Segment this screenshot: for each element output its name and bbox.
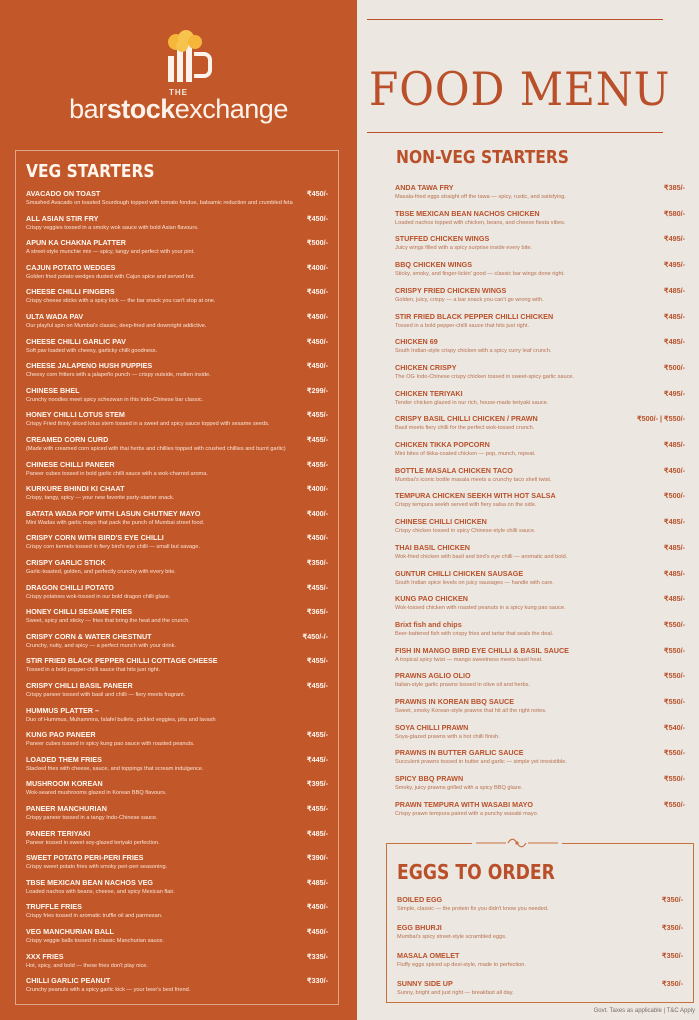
menu-item-description: Hot, spicy, and bold — these fries don't play nice. <box>26 962 148 969</box>
menu-item-description: Crispy cheese sticks with a spicy kick — the bar snack you can't stop at one. <box>26 298 216 305</box>
eggs-title: EGGS TO ORDER <box>397 860 555 884</box>
menu-item <box>395 723 685 740</box>
menu-item-name: SPICY BBQ PRAWN <box>395 774 464 784</box>
menu-item-name: CHILLI GARLIC PEANUT <box>26 976 111 986</box>
menu-item-price: ₹450/-/- <box>302 631 328 641</box>
menu-item-description: Paneer cubes tossed in spicy kung pao sauce with roasted peanuts. <box>26 741 195 748</box>
menu-item-description: Crispy paneer tossed with basil and chilli — fiery meets fragrant. <box>26 692 186 698</box>
menu-item-description: Fluffy eggs spiced up desi-style, made to perfection. <box>397 962 526 968</box>
menu-item-name: SWEET POTATO PERI-PERI FRIES <box>26 853 144 863</box>
menu-item-name: GUNTUR CHILLI CHICKEN SAUSAGE <box>395 568 524 578</box>
menu-item-name: CRISPY CORN & WATER CHESTNUT <box>26 631 152 641</box>
menu-item-price: ₹455/- <box>307 730 328 740</box>
menu-item <box>26 238 328 255</box>
menu-item-description: Mumbai's iconic bottle masala meets a crunchy taco shell twist. <box>395 476 552 483</box>
menu-item-price: ₹495/- <box>664 260 685 270</box>
menu-item-name: CHICKEN TERIYAKI <box>395 388 463 398</box>
menu-item-description: The OG Indo-Chinese crispy chicken tossed in sweet-spicy garlic sauce. <box>395 373 575 380</box>
menu-item <box>26 509 328 526</box>
menu-item <box>26 312 328 329</box>
menu-item-price: ₹455/- <box>307 582 328 592</box>
menu-item-description: (Made with creamed corn spiced with thai herbs and chillies topped with crushed chillies and burnt garlic) <box>26 446 286 452</box>
menu-item-price: ₹455/- <box>307 681 328 690</box>
menu-item-name: TBSE MEXICAN BEAN NACHOS CHICKEN <box>395 208 540 218</box>
menu-item-name: CRISPY CORN WITH BIRD'S EYE CHILLI <box>26 533 164 543</box>
menu-item-description: Crispy fries tossed in aromatic truffle oil and parmesan. <box>26 913 163 920</box>
menu-item-name: PRAWNS AGLIO OLIO <box>395 671 471 681</box>
menu-item-description: Crispy potatoes wok-tossed in our bold dragon chilli glaze. <box>26 593 171 600</box>
menu-item-description: Crispy veggie balls tossed in classic Manchurian sauce. <box>26 938 165 944</box>
menu-item-name: BATATA WADA POP WITH LASUN CHUTNEY MAYO <box>26 508 201 518</box>
menu-item-price: ₹450/- <box>307 533 328 543</box>
menu-item-name: TEMPURA CHICKEN SEEKH WITH HOT SALSA <box>395 491 556 501</box>
menu-item-description: Succulent prawns tossed in butter and garlic — simple yet irresistible. <box>395 759 567 766</box>
menu-item-name: APUN KA CHAKNA PLATTER <box>26 238 126 248</box>
right-panel <box>357 0 699 1020</box>
menu-item-price: ₹550/- <box>664 774 685 784</box>
menu-item-price: ₹450/- <box>307 213 328 223</box>
menu-item-description: Crunchy, nutty, and spicy — a perfect munch with your drink. <box>26 642 176 649</box>
menu-item <box>26 976 328 993</box>
menu-item-price: ₹450/- <box>307 361 328 371</box>
menu-item-name: SUNNY SIDE UP <box>397 979 453 988</box>
menu-item <box>397 979 683 996</box>
menu-item-description: Cheesy corn fritters with a jalapeño punch — crispy outside, molten inside. <box>26 372 211 379</box>
menu-item <box>395 569 685 586</box>
menu-item <box>26 804 328 821</box>
beer-mug-logo-icon <box>164 30 214 86</box>
menu-item-name: Brixt fish and chips <box>395 619 462 629</box>
menu-item-description: Crispy chicken tossed in spicy Chinese-style chilli sauce. <box>395 528 536 535</box>
menu-item-price: ₹350/- <box>307 558 328 567</box>
menu-item-description: Paneer cubes tossed in bold garlic chilli sauce with a wok-charred aroma. <box>26 470 208 477</box>
logo-wordmark: barstockexchange <box>69 94 288 124</box>
menu-item-price: ₹330/- <box>307 976 328 986</box>
menu-item-description: Italian-style garlic prawns tossed in olive oil and herbs. <box>395 682 530 689</box>
menu-item <box>395 389 685 406</box>
menu-item-price: ₹495/- <box>664 388 685 398</box>
menu-item-price: ₹485/- <box>664 440 685 449</box>
menu-item-name: SOYA CHILLI PRAWN <box>395 722 469 732</box>
menu-item-description: Crispy veggies tossed in a smoky wok sauce with bold Asian flavours. <box>26 224 199 231</box>
menu-item <box>395 286 685 303</box>
menu-item <box>395 363 685 380</box>
menu-item-name: CHINESE BHEL <box>26 385 80 395</box>
menu-item-price: ₹550/- <box>664 671 685 681</box>
menu-item-name: KUNG PAO PANEER <box>26 730 96 740</box>
menu-item <box>395 440 685 457</box>
menu-item-description: Basil meets fiery chilli for the perfect wok-tossed crunch. <box>395 425 535 432</box>
menu-item <box>397 951 683 968</box>
menu-item-name: CHICKEN TIKKA POPCORN <box>395 440 490 449</box>
menu-item-price: ₹455/- <box>307 804 328 813</box>
menu-item-description: Our playful spin on Mumbai's classic, deep-fried and downright addictive. <box>26 323 207 329</box>
menu-item-description: Mumbai's spicy street-style scrambled eggs. <box>397 934 507 940</box>
menu-item-description: Wok-tossed chicken with roasted peanuts in a spicy kung pao sauce. <box>395 605 566 612</box>
menu-item-description: Golden fried potato wedges dusted with Cajun spice and served hot. <box>26 273 196 280</box>
menu-item-name: CRISPY FRIED CHICKEN WINGS <box>395 285 507 295</box>
menu-item-description: Tender chicken glazed in our rich, house-made teriyaki sauce. <box>395 399 549 406</box>
menu-item-description: Wok-seared mushrooms glazed in Korean BBQ flavours. <box>26 790 167 797</box>
menu-item <box>395 646 685 663</box>
menu-item <box>395 466 685 483</box>
menu-item-name: STIR FRIED BLACK PEPPER CHILLI CHICKEN <box>395 311 554 321</box>
menu-item-name: KURKURE BHINDI KI CHAAT <box>26 484 125 494</box>
menu-item <box>26 558 328 575</box>
menu-item-price: ₹485/- <box>664 285 685 295</box>
menu-item <box>26 779 328 796</box>
menu-item-description: Crispy prawn tempura paired with a punchy wasabi mayo. <box>395 810 539 817</box>
menu-item-price: ₹455/- <box>307 656 328 666</box>
menu-item-description: Simple, classic — the protein fix you didn't know you needed. <box>397 906 549 912</box>
menu-item-name: ALL ASIAN STIR FRY <box>26 213 99 223</box>
menu-item <box>26 533 328 550</box>
menu-item-price: ₹485/- <box>664 542 685 552</box>
menu-item-description: Crunchy peanuts with a spicy garlic kick — your beer's best friend. <box>26 987 191 994</box>
menu-item-name: CRISPY GARLIC STICK <box>26 558 106 567</box>
menu-item <box>26 755 328 772</box>
menu-item-description: Sunny, bright and just right — breakfast all day. <box>397 990 514 996</box>
menu-item-name: VEG MANCHURIAN BALL <box>26 927 114 936</box>
menu-item <box>26 853 328 870</box>
menu-item-name: DRAGON CHILLI POTATO <box>26 582 114 592</box>
menu-item-description: Soft pav loaded with cheesy, garlicky chilli goodness. <box>26 347 158 354</box>
menu-item <box>395 183 685 200</box>
menu-item-price: ₹400/- <box>307 262 328 272</box>
menu-item-description: Crunchy noodles meet spicy schezwan in this Indo-Chinese bar classic. <box>26 396 204 403</box>
menu-item-name: CRISPY BASIL CHILLI CHICKEN / PRAWN <box>395 414 538 424</box>
menu-item-name: PRAWNS IN KOREAN BBQ SAUCE <box>395 697 515 706</box>
menu-item <box>395 594 685 611</box>
menu-item-name: CHICKEN 69 <box>395 337 438 347</box>
menu-item <box>26 410 328 427</box>
menu-item-price: ₹485/- <box>664 337 685 347</box>
menu-item-description: Soya-glazed prawns with a hot chilli finish. <box>395 733 500 740</box>
menu-item-name: STUFFED CHICKEN WINGS <box>395 234 490 244</box>
menu-item <box>26 952 328 969</box>
menu-item-name: STIR FRIED BLACK PEPPER CHILLI COTTAGE CHEESE <box>26 656 218 666</box>
eggs-section <box>386 843 694 1003</box>
menu-item <box>395 697 685 714</box>
menu-item-price: ₹450/- <box>307 927 328 936</box>
menu-item-price: ₹550/- <box>664 697 685 706</box>
menu-item-price: ₹395/- <box>307 779 328 789</box>
menu-item-description: Golden, juicy, crispy — a bar snack you can't go wrong with. <box>395 296 544 303</box>
menu-item <box>395 337 685 354</box>
menu-item <box>26 214 328 231</box>
menu-item-price: ₹385/- <box>664 183 685 192</box>
menu-item <box>26 386 328 403</box>
menu-item-name: PRAWNS IN BUTTER GARLIC SAUCE <box>395 748 524 758</box>
menu-item-description: Mini Wadas with garlic mayo that pack the punch of Mumbai street food. <box>26 519 205 526</box>
menu-item-price: ₹450/- <box>307 189 328 198</box>
menu-item-name: PRAWN TEMPURA WITH WASABI MAYO <box>395 799 534 809</box>
menu-item-price: ₹485/- <box>307 828 328 838</box>
menu-item-price: ₹500/- | ₹550/- <box>637 414 685 424</box>
menu-item-description: South Indian spice levels on juicy sausages — handle with care. <box>395 579 554 586</box>
menu-item-price: ₹350/- <box>662 895 683 904</box>
menu-item-price: ₹540/- <box>664 722 685 732</box>
menu-item <box>395 748 685 765</box>
menu-item <box>395 517 685 534</box>
menu-item-description: Crispy Fried thinly sliced lotus stem tossed in a sweet and spicy sauce topped with sesame seeds. <box>26 421 270 428</box>
menu-item-description: Beer-battered fish with crispy fries and tartar that seals the deal. <box>395 630 554 637</box>
menu-item-name: EGG BHURJI <box>397 923 442 932</box>
menu-item-name: CHEESE CHILLI FINGERS <box>26 287 115 297</box>
menu-item-price: ₹450/- <box>307 336 328 346</box>
menu-item <box>395 671 685 688</box>
menu-item-name: THAI BASIL CHICKEN <box>395 542 470 552</box>
menu-item-price: ₹299/- <box>307 385 328 395</box>
menu-item-name: PANEER MANCHURIAN <box>26 804 107 813</box>
top-divider <box>367 19 663 20</box>
menu-item-description: Duo of Hummus, Muhammra, falafel bullets, pickled veggies, pita and lavash <box>26 716 216 723</box>
menu-item-description: Crispy, tangy, spicy — your new favorite party-starter snack. <box>26 495 175 502</box>
menu-item-price: ₹550/- <box>664 799 685 809</box>
menu-item <box>395 774 685 791</box>
menu-item-name: PANEER TERIYAKI <box>26 828 91 838</box>
logo-the: THE <box>169 88 188 97</box>
menu-item-price: ₹550/- <box>664 645 685 655</box>
menu-item <box>397 923 683 940</box>
menu-item <box>26 189 328 206</box>
menu-item <box>395 209 685 226</box>
nonveg-starters-title: NON-VEG STARTERS <box>396 147 569 168</box>
menu-item-price: ₹350/- <box>662 923 683 932</box>
menu-item-name: CHINESE CHILLI CHICKEN <box>395 517 487 527</box>
menu-item-name: CHEESE CHILLI GARLIC PAV <box>26 336 126 346</box>
menu-item-name: CHICKEN CRISPY <box>395 362 457 372</box>
menu-item <box>26 902 328 919</box>
menu-item-description: Sweet, smoky Korean-style prawns that hit all the right notes. <box>395 708 547 714</box>
menu-item-price: ₹455/- <box>307 410 328 420</box>
page-title: FOOD MENU <box>369 62 671 116</box>
menu-item <box>26 829 328 846</box>
menu-item-price: ₹450/- <box>664 465 685 475</box>
menu-item-description: Crispy corn kernels tossed in fiery bird's eye chilli — small but savage. <box>26 544 200 551</box>
menu-item <box>26 681 328 698</box>
menu-item-description: Loaded nachos topped with chicken, beans, and cheese fiesta vibes. <box>395 219 566 226</box>
menu-item-price: ₹550/- <box>664 748 685 758</box>
menu-item-description: Smashed Avacado on toasted Sourdough topped with tomato fondue, balsamic reduction and crumbled feta <box>26 200 293 206</box>
menu-item <box>397 895 683 912</box>
menu-item <box>26 878 328 895</box>
menu-item <box>395 312 685 329</box>
menu-item <box>26 607 328 624</box>
menu-item-price: ₹550/- <box>664 619 685 629</box>
menu-item-price: ₹365/- <box>307 607 328 617</box>
menu-item <box>26 337 328 354</box>
menu-item-description: Crispy paneer tossed in a tangy Indo-Chinese sauce. <box>26 815 158 821</box>
menu-item-price: ₹500/- <box>664 491 685 501</box>
menu-item-name: HUMMUS PLATTER – <box>26 705 99 715</box>
menu-item-name: XXX FRIES <box>26 951 64 961</box>
menu-item <box>26 484 328 501</box>
menu-item-description: Stacked fries with cheese, sauce, and toppings that scream indulgence. <box>26 765 204 772</box>
menu-item-name: TBSE MEXICAN BEAN NACHOS VEG <box>26 877 153 887</box>
menu-item-price: ₹390/- <box>307 853 328 863</box>
menu-item-description: Smoky, juicy prawns grilled with a spicy BBQ glaze. <box>395 785 523 792</box>
veg-starters-title: VEG STARTERS <box>26 161 155 182</box>
menu-item-description: Loaded nachos with beans, cheese, and spicy Mexican flair. <box>26 888 175 895</box>
menu-item-price: ₹350/- <box>662 951 683 960</box>
menu-item <box>26 583 328 600</box>
menu-item-price: ₹450/- <box>307 902 328 912</box>
menu-item <box>395 414 685 431</box>
menu-item-name: CHINESE CHILLI PANEER <box>26 459 115 469</box>
menu-item-price: ₹450/- <box>307 287 328 297</box>
menu-item-price: ₹350/- <box>662 979 683 988</box>
menu-item-description: A tropical spicy twist — mango sweetness meets basil heat. <box>395 656 543 663</box>
menu-item-name: BOTTLE MASALA CHICKEN TACO <box>395 465 513 475</box>
menu-item-price: ₹485/- <box>664 311 685 321</box>
menu-item <box>395 620 685 637</box>
menu-item-description: Mini bites of tikka-coated chicken — pop, munch, repeat. <box>395 451 536 457</box>
menu-item-description: A street-style munchie mix — spicy, tangy and perfect with your pint. <box>26 249 195 256</box>
menu-item-description: South Indian-style crispy chicken with a spicy curry leaf crunch. <box>395 348 552 355</box>
menu-item-name: FISH IN MANGO BIRD EYE CHILLI & BASIL SAUCE <box>395 645 569 655</box>
ornament-icon <box>472 836 562 850</box>
menu-item <box>26 435 328 452</box>
veg-starters-section <box>15 150 339 1005</box>
menu-item-description: Wok-fried chicken with basil and bird's eye chilli — aromatic and bold. <box>395 553 568 560</box>
menu-item-name: ULTA WADA PAV <box>26 312 84 321</box>
menu-item-description: Masala-fried eggs straight off the tawa — spicy, rustic, and satisfying. <box>395 194 567 200</box>
menu-item-name: HONEY CHILLI LOTUS STEM <box>26 410 125 420</box>
menu-item <box>395 260 685 277</box>
menu-item-description: Crispy tempura seekh served with fiery salsa on the side. <box>395 502 537 509</box>
menu-item-price: ₹485/- <box>664 568 685 578</box>
menu-item-name: CHEESE JALAPENO HUSH PUPPIES <box>26 361 153 371</box>
menu-item <box>26 460 328 477</box>
menu-item-description: Sticky, smoky, and finger-lickin' good — classic bar wings done right. <box>395 271 565 278</box>
menu-item-name: ANDA TAWA FRY <box>395 183 454 192</box>
menu-item <box>26 730 328 747</box>
menu-item-price: ₹335/- <box>307 951 328 961</box>
menu-item-price: ₹445/- <box>307 754 328 764</box>
menu-item-name: MUSHROOM KOREAN <box>26 779 103 789</box>
menu-item <box>26 927 328 944</box>
menu-item-price: ₹485/- <box>307 877 328 887</box>
menu-item-price: ₹500/- <box>664 362 685 372</box>
menu-item-name: CREAMED CORN CURD <box>26 435 109 444</box>
menu-item-name: CRISPY CHILLI BASIL PANEER <box>26 681 133 690</box>
menu-item-price: ₹495/- <box>664 234 685 244</box>
menu-item <box>395 543 685 560</box>
menu-item <box>26 263 328 280</box>
menu-item-description: Tossed in a bold pepper-chilli sauce that hits just right. <box>26 667 161 674</box>
menu-item-name: TRUFFLE FRIES <box>26 902 82 912</box>
menu-item-price: ₹400/- <box>307 484 328 494</box>
menu-item <box>395 800 685 817</box>
menu-item-name: KUNG PAO CHICKEN <box>395 594 468 604</box>
menu-item <box>26 287 328 304</box>
menu-item <box>395 491 685 508</box>
menu-item <box>26 632 328 649</box>
menu-item-name: CAJUN POTATO WEDGES <box>26 262 116 272</box>
menu-item-description: Juicy wings filled with a spicy surprise inside every bite. <box>395 245 533 252</box>
menu-item-name: MASALA OMELET <box>397 951 460 960</box>
menu-item-price: ₹450/- <box>307 312 328 321</box>
menu-item <box>26 656 328 673</box>
footer-note: Govt. Taxes as applicable | T&C Apply <box>593 1008 695 1014</box>
menu-item-price: ₹455/- <box>307 459 328 469</box>
menu-item-description: Garlic-toasted, golden, and perfectly crunchy with every bite. <box>26 569 176 575</box>
menu-item-price: ₹455/- <box>307 435 328 444</box>
menu-item-price: ₹500/- <box>307 238 328 248</box>
menu-item-price: ₹580/- <box>664 208 685 218</box>
menu-item-name: AVACADO ON TOAST <box>26 189 101 198</box>
menu-item-description: Sweet, spicy and sticky — fries that bring the heat and the crunch. <box>26 618 190 625</box>
menu-item-name: BBQ CHICKEN WINGS <box>395 260 473 270</box>
menu-item <box>395 234 685 251</box>
menu-item-description: Tossed in a bold pepper-chilli sauce that hits just right. <box>395 322 530 329</box>
menu-item-name: BOILED EGG <box>397 895 443 904</box>
menu-item-price: ₹485/- <box>664 517 685 527</box>
menu-item-price: ₹485/- <box>664 594 685 604</box>
menu-item-description: Paneer tossed in sweet soy-glazed teriyaki perfection. <box>26 839 160 846</box>
menu-item-name: HONEY CHILLI SESAME FRIES <box>26 607 133 617</box>
menu-item <box>26 706 328 723</box>
menu-item <box>26 361 328 378</box>
title-divider <box>367 132 663 133</box>
menu-item-description: Crispy sweet potato fries with smoky peri-peri seasoning. <box>26 864 168 871</box>
menu-item-name: LOADED THEM FRIES <box>26 754 102 764</box>
menu-item-price: ₹400/- <box>307 508 328 518</box>
